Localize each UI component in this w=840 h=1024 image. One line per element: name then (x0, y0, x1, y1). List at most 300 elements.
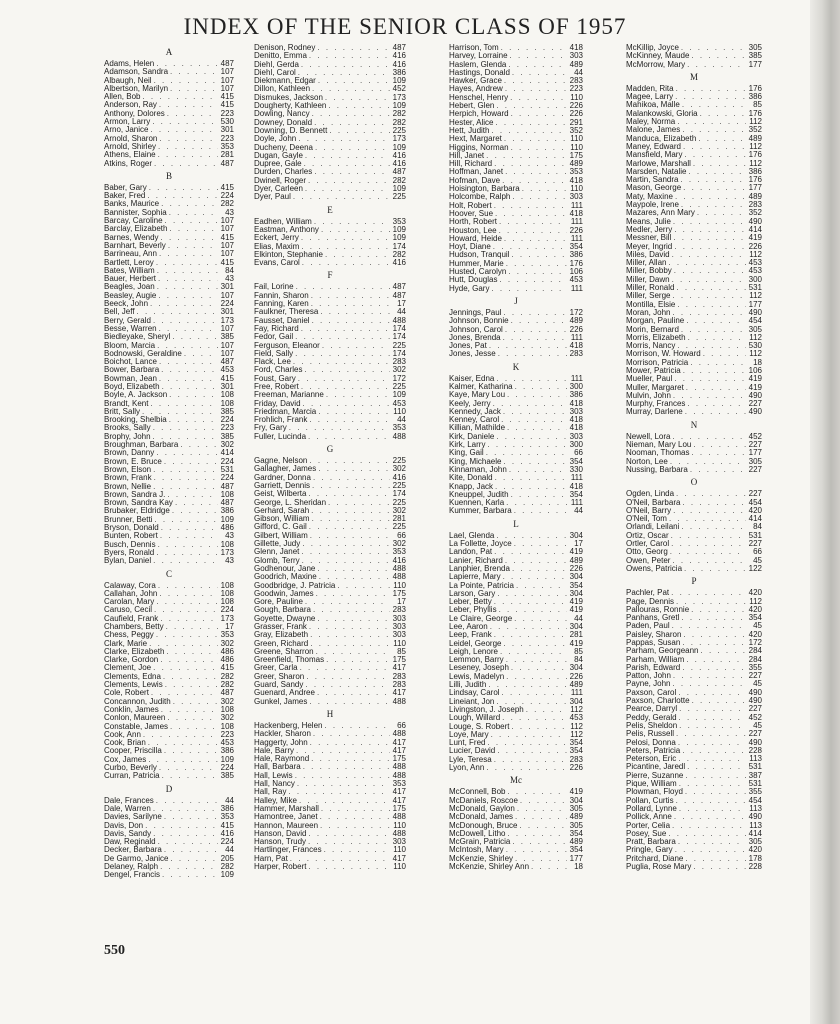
page-reference: 489 (569, 681, 583, 690)
page-reference: 488 (392, 432, 406, 441)
leader-dots (684, 151, 746, 159)
student-name: Kalmer, Katharina (449, 382, 513, 391)
student-name: Newell, Lora (626, 432, 671, 441)
page-reference: 418 (569, 416, 583, 425)
leader-dots (157, 283, 218, 291)
page-reference: 283 (392, 681, 406, 690)
student-name: Brown, Sandra J. (104, 490, 166, 499)
leader-dots (674, 243, 746, 251)
leader-dots (298, 375, 390, 383)
page-reference: 18 (753, 358, 762, 367)
index-entry (104, 275, 234, 283)
leader-dots (688, 334, 746, 342)
index-entry (449, 441, 583, 449)
index-entry (104, 93, 234, 101)
student-name: Lindsay, Carol (449, 689, 500, 698)
student-name: Barclay, Elizabeth (104, 225, 168, 234)
index-entry (626, 647, 762, 655)
student-name: Hale, Barry (254, 746, 295, 755)
student-name: Cooper, Priscilla (104, 747, 162, 756)
index-entry (104, 333, 234, 341)
page-reference: 488 (392, 829, 406, 838)
page-reference: 453 (569, 276, 583, 285)
student-name: Davis, Sandy (104, 829, 152, 838)
student-name: Clark, Marie (104, 639, 148, 648)
page-reference: 490 (748, 688, 762, 697)
leader-dots (166, 648, 218, 656)
page-reference: 418 (569, 44, 583, 52)
student-name: Faulkner, Theresa (254, 308, 319, 317)
student-name: Hannon, Maureen (254, 821, 319, 830)
student-name: Friedman, Marcia (254, 407, 317, 416)
index-entry (449, 590, 583, 598)
index-entry (449, 268, 583, 276)
index-entry (254, 797, 406, 805)
index-entry (449, 210, 583, 218)
index-entry (449, 177, 583, 185)
student-name: Ortiz, Oscar (626, 531, 669, 540)
index-entry (626, 548, 762, 556)
leader-dots (674, 375, 746, 383)
student-name: Lyon, Ann (449, 764, 485, 773)
leader-dots (156, 631, 218, 639)
student-name: Harvey, Lorraine (449, 52, 508, 61)
index-entry (626, 664, 762, 672)
page-reference: 227 (748, 490, 762, 499)
student-name: Elias, Maxim (254, 242, 300, 251)
student-name: Fuller, Lucinda (254, 432, 307, 441)
page-reference: 84 (574, 656, 583, 665)
leader-dots (321, 226, 390, 234)
student-name: Hoisington, Barbara (449, 185, 520, 194)
student-name: Horth, Robert (449, 218, 498, 227)
student-name: Johnson, Bonnie (449, 317, 509, 326)
student-name: Henschel, Henry (449, 93, 509, 102)
leader-dots (325, 251, 390, 259)
page-reference: 110 (570, 135, 583, 144)
leader-dots (143, 731, 218, 739)
index-entry (449, 458, 583, 466)
student-name: Calaway, Cora (104, 581, 156, 590)
leader-dots (142, 408, 218, 416)
index-entry (254, 52, 406, 60)
leader-dots (159, 590, 218, 598)
leader-dots (308, 433, 390, 441)
student-name: Pritchard, Diane (626, 854, 684, 863)
leader-dots (159, 101, 218, 109)
page-reference: 223 (220, 730, 234, 739)
page-reference: 386 (220, 507, 234, 516)
page-reference: 353 (392, 780, 406, 789)
student-name: Brown, Sandra Kay (104, 499, 173, 508)
student-name: Dengel, Francis (104, 871, 161, 880)
student-name: Arno, Janice (104, 126, 149, 135)
leader-dots (515, 855, 567, 863)
page-reference: 489 (569, 838, 583, 847)
student-name: Marsden, Natalie (626, 167, 687, 176)
student-name: Morrison, W. Howard (626, 350, 701, 359)
leader-dots (676, 797, 746, 805)
leader-dots (167, 110, 218, 118)
student-name: George, L. Sheridan (254, 498, 327, 507)
leader-dots (318, 408, 390, 416)
student-name: Nieman, Mary Lou (626, 441, 692, 450)
leader-dots (180, 441, 218, 449)
student-name: Le Claire, George (449, 614, 513, 623)
page-reference: 18 (574, 863, 583, 872)
student-name: Montilla, Elsie (626, 300, 676, 309)
index-entry (449, 127, 583, 135)
index-entry (254, 119, 406, 127)
index-entry (104, 242, 234, 250)
page-reference: 420 (748, 506, 762, 515)
leader-dots (685, 788, 746, 796)
leader-dots (324, 722, 390, 730)
student-name: Fail, Lorine (254, 283, 294, 292)
leader-dots (511, 664, 567, 672)
student-name: Hale, Raymond (254, 755, 310, 764)
page-reference: 176 (569, 259, 583, 268)
leader-dots (158, 838, 218, 846)
index-entry (104, 516, 234, 524)
leader-dots (154, 606, 218, 614)
index-entry (254, 243, 406, 251)
student-name: Hummer, Marie (449, 259, 504, 268)
index-entry (626, 614, 762, 622)
student-name: Conlon, Maureen (104, 714, 166, 723)
leader-dots (159, 135, 218, 143)
index-entry (626, 118, 762, 126)
index-entry (449, 44, 583, 52)
page-reference: 225 (392, 126, 406, 135)
index-entry (626, 680, 762, 688)
page-reference: 111 (570, 284, 583, 293)
leader-dots (693, 441, 746, 449)
student-name: Paxson, Carol (626, 688, 677, 697)
page-reference: 305 (748, 838, 762, 847)
leader-dots (503, 458, 567, 466)
page-reference: 385 (220, 432, 234, 441)
page-reference: 177 (748, 300, 762, 309)
index-entry (626, 85, 762, 93)
student-name: Morris, Elizabeth (626, 333, 686, 342)
leader-dots (301, 548, 390, 556)
student-name: Freeman, Marianne (254, 391, 324, 400)
student-name: Decker, Barbara (104, 846, 162, 855)
index-entry (626, 251, 762, 259)
leader-dots (317, 565, 390, 573)
page-reference: 300 (569, 382, 583, 391)
index-entry (104, 60, 234, 68)
student-name: Dowling, Nancy (254, 110, 310, 119)
leader-dots (317, 44, 390, 52)
page-reference: 487 (220, 689, 234, 698)
index-entry (104, 541, 234, 549)
page-reference: 112 (749, 118, 762, 127)
index-entry (449, 160, 583, 168)
leader-dots (678, 838, 746, 846)
leader-dots (158, 541, 218, 549)
student-name: Peddy, Gerald (626, 713, 677, 722)
page-reference: 282 (392, 118, 406, 127)
student-name: Banks, Maurice (104, 200, 160, 209)
page-reference: 110 (570, 185, 583, 194)
section-letter: D (165, 783, 173, 794)
leader-dots (328, 102, 390, 110)
index-entry (626, 532, 762, 540)
index-entry (104, 366, 234, 374)
index-entry (449, 805, 583, 813)
leader-dots (169, 225, 218, 233)
index-entry (254, 226, 406, 234)
student-name: Owen, Peter (626, 556, 671, 565)
index-entry (449, 85, 583, 93)
index-entry (254, 681, 406, 689)
leader-dots (679, 714, 746, 722)
leader-dots (150, 300, 218, 308)
leader-dots (158, 151, 218, 159)
leader-dots (153, 805, 218, 813)
student-name: Albaugh, Neil (104, 76, 152, 85)
student-name: Malone, James (626, 126, 681, 135)
index-entry (449, 830, 583, 838)
page-reference: 176 (748, 84, 762, 93)
student-name: Lanphier, Brenda (449, 564, 510, 573)
leader-dots (170, 85, 218, 93)
leader-dots (329, 127, 390, 135)
leader-dots (159, 358, 218, 366)
student-name: Cook, Ann (104, 730, 141, 739)
student-name: Mason, George (626, 184, 682, 193)
index-entry (104, 424, 234, 432)
page-reference: 282 (392, 250, 406, 259)
index-entry (626, 184, 762, 192)
index-entry (449, 326, 583, 334)
page-reference: 419 (569, 639, 583, 648)
page-reference: 302 (392, 366, 406, 375)
page-reference: 416 (392, 151, 406, 160)
student-name: Panhans, Gretl (626, 614, 680, 623)
page-reference: 488 (392, 730, 406, 739)
page-reference: 385 (220, 407, 234, 416)
section-letter: O (690, 477, 698, 488)
student-name: Boyle, A. Jackson (104, 391, 168, 400)
index-entry (254, 433, 406, 441)
leader-dots (507, 424, 567, 432)
leader-dots (497, 747, 567, 755)
student-name: Barnes, Wendy (104, 233, 159, 242)
student-name: Fannin, Sharon (254, 291, 309, 300)
student-name: La Pointe, Patricia (449, 581, 514, 590)
leader-dots (302, 259, 390, 267)
index-entry (626, 400, 762, 408)
student-name: Magee, Larry (626, 93, 674, 102)
leader-dots (495, 483, 567, 491)
leader-dots (691, 52, 746, 60)
index-entry (254, 110, 406, 118)
student-name: Brophy, John (104, 432, 151, 441)
leader-dots (682, 747, 746, 755)
leader-dots (693, 863, 746, 871)
index-entry (449, 756, 583, 764)
index-entry (104, 160, 234, 168)
page-reference: 330 (569, 465, 583, 474)
leader-dots (313, 606, 390, 614)
index-entry (626, 350, 762, 358)
index-entry (449, 822, 583, 830)
index-entry (449, 606, 583, 614)
section-letter: A (165, 47, 173, 57)
student-name: Dyer, Paul (254, 193, 291, 202)
leader-dots (490, 623, 567, 631)
index-entry (449, 135, 583, 143)
student-name: Johnson, Carol (449, 325, 503, 334)
page-reference: 225 (392, 457, 406, 466)
leader-dots (318, 77, 390, 85)
student-name: Pollard, Lynne (626, 804, 677, 813)
student-name: Bannister, Sophia (104, 208, 167, 217)
index-entry (104, 491, 234, 499)
page-reference: 111 (570, 689, 583, 698)
leader-dots (310, 739, 390, 747)
student-name: Holcombe, Ralph (449, 193, 511, 202)
page-reference: 419 (748, 375, 762, 384)
leader-dots (505, 326, 567, 334)
leader-dots (671, 532, 746, 540)
index-entry (449, 664, 583, 672)
index-entry (626, 788, 762, 796)
leader-dots (153, 424, 218, 432)
student-name: Arnold, Shirley (104, 142, 157, 151)
page-reference: 486 (220, 656, 234, 665)
student-name: Brown, Nellie (104, 482, 152, 491)
page-reference: 352 (569, 126, 583, 135)
student-name: Lapierre, Mary (449, 573, 501, 582)
index-entry (254, 94, 406, 102)
student-name: Husted, Carolyn (449, 268, 507, 277)
student-name: Hamontree, Janet (254, 813, 318, 822)
index-entry (626, 846, 762, 854)
leader-dots (496, 698, 567, 706)
section-letter: H (326, 708, 334, 719)
index-entry (104, 813, 234, 821)
leader-dots (312, 110, 390, 118)
page-reference: 453 (220, 739, 234, 748)
page-reference: 354 (569, 243, 583, 252)
leader-dots (681, 614, 746, 622)
page-reference: 305 (748, 325, 762, 334)
leader-dots (507, 788, 567, 796)
leader-dots (157, 267, 218, 275)
leader-dots (313, 730, 390, 738)
page-reference: 109 (392, 143, 406, 152)
leader-dots (305, 681, 390, 689)
page-reference: 385 (220, 333, 234, 342)
leader-dots (703, 350, 746, 358)
page-reference: 85 (397, 647, 406, 656)
student-name: Muller, Margaret (626, 383, 684, 392)
leader-dots (515, 813, 567, 821)
page-reference: 175 (392, 589, 406, 598)
index-entry (104, 217, 234, 225)
page-reference: 85 (574, 647, 583, 656)
page-reference: 489 (748, 134, 762, 143)
page-reference: 108 (220, 581, 234, 590)
leader-dots (503, 573, 567, 581)
student-name: Messner, Bill (626, 234, 672, 243)
leader-dots (295, 350, 390, 358)
page-reference: 530 (220, 118, 234, 127)
page-reference: 107 (220, 324, 234, 333)
index-entry (626, 589, 762, 597)
page-reference: 225 (392, 498, 406, 507)
page-reference: 108 (220, 391, 234, 400)
student-name: Jones, Pat (449, 342, 487, 351)
student-name: Adams, Helen (104, 60, 155, 68)
index-entry (449, 334, 583, 342)
student-name: Gallagher, James (254, 465, 317, 474)
leader-dots (167, 491, 218, 499)
index-entry (449, 565, 583, 573)
leader-dots (677, 342, 746, 350)
leader-dots (682, 499, 746, 507)
leader-dots (515, 383, 567, 391)
leader-dots (301, 383, 390, 391)
index-entry (104, 764, 234, 772)
page-reference: 417 (392, 796, 406, 805)
page-reference: 109 (392, 185, 406, 194)
index-entry (254, 391, 406, 399)
page-reference: 385 (220, 772, 234, 781)
index-entry (104, 408, 234, 416)
page-reference: 490 (748, 308, 762, 317)
page-reference: 283 (569, 350, 583, 359)
leader-dots (496, 375, 567, 383)
index-entry (254, 424, 406, 432)
index-entry (254, 540, 406, 548)
page-reference: 112 (749, 597, 762, 606)
index-entry (104, 209, 234, 217)
student-name: Clement, Joe (104, 664, 152, 673)
page-reference: 304 (569, 796, 583, 805)
leader-dots (293, 193, 390, 201)
index-entry (626, 772, 762, 780)
page-reference: 283 (392, 672, 406, 681)
page-reference: 531 (748, 763, 762, 772)
index-entry (626, 52, 762, 60)
index-entry (449, 764, 583, 772)
index-entry (104, 449, 234, 457)
leader-dots (685, 408, 746, 416)
student-name: Anthony, Dolores (104, 109, 165, 118)
index-entry (626, 392, 762, 400)
page-reference: 303 (569, 407, 583, 416)
student-name: Morris, Nancy (626, 342, 676, 351)
leader-dots (159, 764, 218, 772)
leader-dots (295, 772, 390, 780)
page-reference: 414 (220, 449, 234, 458)
page-reference: 303 (392, 631, 406, 640)
leader-dots (301, 243, 390, 251)
page-reference: 45 (753, 680, 762, 689)
index-entry (449, 52, 583, 60)
leader-dots (494, 160, 567, 168)
index-entry (449, 557, 583, 565)
leader-dots (137, 308, 218, 316)
index-entry (104, 200, 234, 208)
page-reference: 17 (397, 598, 406, 607)
student-name: Halley, Mike (254, 796, 297, 805)
